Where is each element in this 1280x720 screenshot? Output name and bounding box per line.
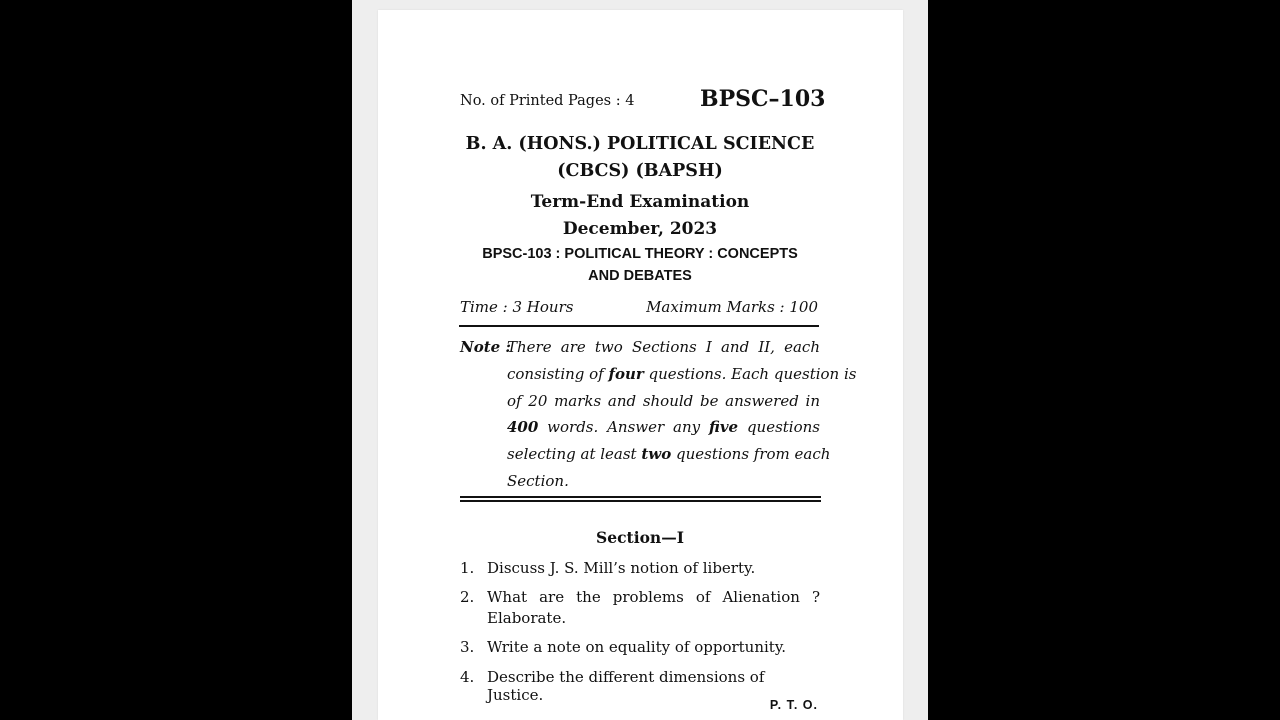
printed-pages-label: No. of Printed Pages : 4: [460, 93, 635, 109]
section-title: Section—I: [596, 528, 684, 547]
please-turn-over: P. T. O.: [769, 698, 818, 712]
note-line-1: There are two Sections I and II, each: [507, 338, 820, 356]
note-line-4: 400 words. Answer any five questions: [507, 418, 820, 436]
note-line-2: consisting of four questions. Each question is: [507, 365, 857, 383]
question-number-3: 3.: [460, 638, 475, 656]
question-number-1: 1.: [460, 559, 475, 577]
maximum-marks: Maximum Marks : 100: [646, 298, 818, 316]
note-divider-bottom: [460, 500, 821, 502]
course-code: BPSC–103: [700, 86, 826, 112]
question-text-2-line1: What are the problems of Alienation ?: [487, 588, 820, 606]
question-text-4: Describe the different dimensions of Justice.: [487, 668, 765, 704]
question-text-1: Discuss J. S. Mill’s notion of liberty.: [487, 559, 756, 577]
note-line-5: selecting at least two questions from each: [507, 445, 831, 463]
question-text-2-line2: Elaborate.: [487, 609, 567, 627]
header-divider: [459, 325, 819, 327]
note-divider-top: [460, 496, 821, 498]
question-text-3: Write a note on equality of opportunity.: [487, 638, 787, 656]
exam-date: December, 2023: [562, 219, 718, 239]
programme-title-line2: (CBCS) (BAPSH): [557, 161, 723, 181]
exam-title: Term-End Examination: [530, 192, 750, 212]
note-line-3: of 20 marks and should be answered in: [507, 392, 820, 410]
time-allowed: Time : 3 Hours: [460, 298, 574, 316]
note-label: Note :: [460, 338, 511, 356]
note-line-6: Section.: [507, 472, 569, 490]
question-number-2: 2.: [460, 588, 475, 606]
paper-title-line2: AND DEBATES: [588, 268, 692, 284]
question-number-4: 4.: [460, 668, 475, 686]
paper-title-line1: BPSC-103 : POLITICAL THEORY : CONCEPTS: [482, 246, 798, 262]
programme-title-line1: B. A. (HONS.) POLITICAL SCIENCE: [465, 134, 815, 154]
